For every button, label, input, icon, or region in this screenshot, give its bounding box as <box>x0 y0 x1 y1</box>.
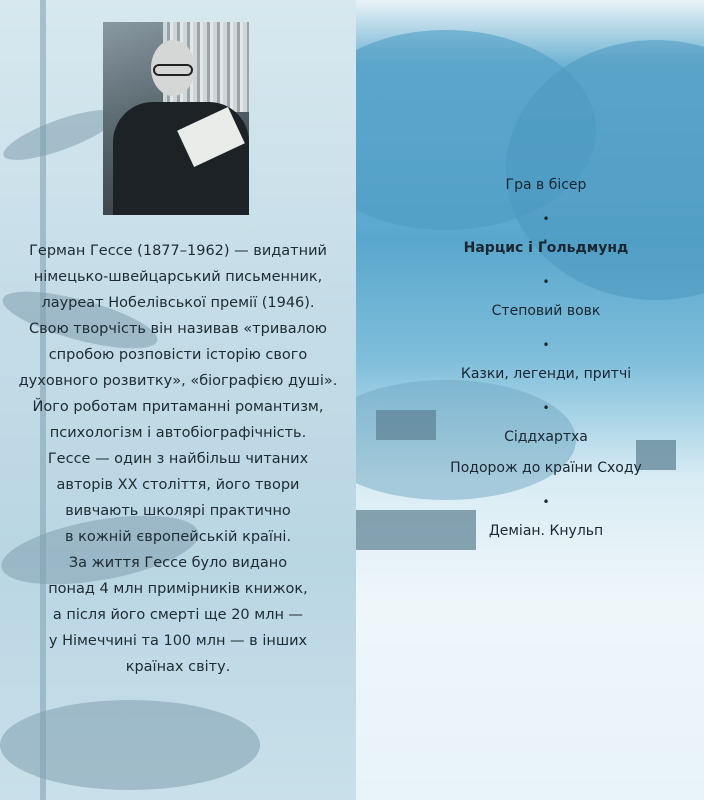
book-title: Казки, легенди, притчі <box>460 366 632 382</box>
bio-line: лауреат Нобелівської премії (1946). <box>41 295 315 311</box>
bullet-separator: • <box>542 338 550 352</box>
author-biography <box>0 238 356 680</box>
bio-line: духовного розвитку», «біографією душі». <box>18 373 338 389</box>
bio-line: спробою розповісти історію свого <box>48 347 308 363</box>
bio-line: Герман Гессе (1877–1962) — видатний <box>29 243 327 259</box>
bio-line: понад 4 млн примірників книжок, <box>48 581 308 597</box>
bullet-separator: • <box>542 212 550 226</box>
bio-line: німецько-швейцарський письменник, <box>33 269 323 285</box>
bio-line: авторів XX століття, його твори <box>56 477 300 493</box>
book-title: Деміан. Кнульп <box>488 523 604 539</box>
bio-line: Гессе — один з найбільш читаних <box>47 451 309 467</box>
book-list <box>380 172 704 549</box>
bullet-separator: • <box>542 495 550 509</box>
bio-line: психологізм і автобіографічність. <box>49 425 307 441</box>
bullet-separator: • <box>542 275 550 289</box>
bullet-separator: • <box>542 401 550 415</box>
author-photo <box>103 22 249 215</box>
book-title: Степовий вовк <box>491 303 601 319</box>
book-title-highlighted: Нарцис і Ґольдмунд <box>463 240 629 256</box>
bio-line: Його роботам притаманні романтизм, <box>32 399 324 415</box>
book-title: Подорож до країни Сходу <box>450 460 642 476</box>
bio-line: Свою творчість він називав «тривалою <box>28 321 328 337</box>
book-title: Сіддхартха <box>504 429 588 445</box>
book-title: Гра в бісер <box>505 177 587 193</box>
bio-line: в кожній європейській країні. <box>64 529 292 545</box>
bio-line: у Німеччині та 100 млн — в інших <box>48 633 308 649</box>
bio-line: країнах світу. <box>125 659 231 675</box>
tree-branch <box>0 700 260 790</box>
bio-line: вивчають школярі практично <box>65 503 291 519</box>
bio-line: а після його смерті ще 20 млн — <box>52 607 304 623</box>
bio-line: За життя Гессе було видано <box>68 555 288 571</box>
